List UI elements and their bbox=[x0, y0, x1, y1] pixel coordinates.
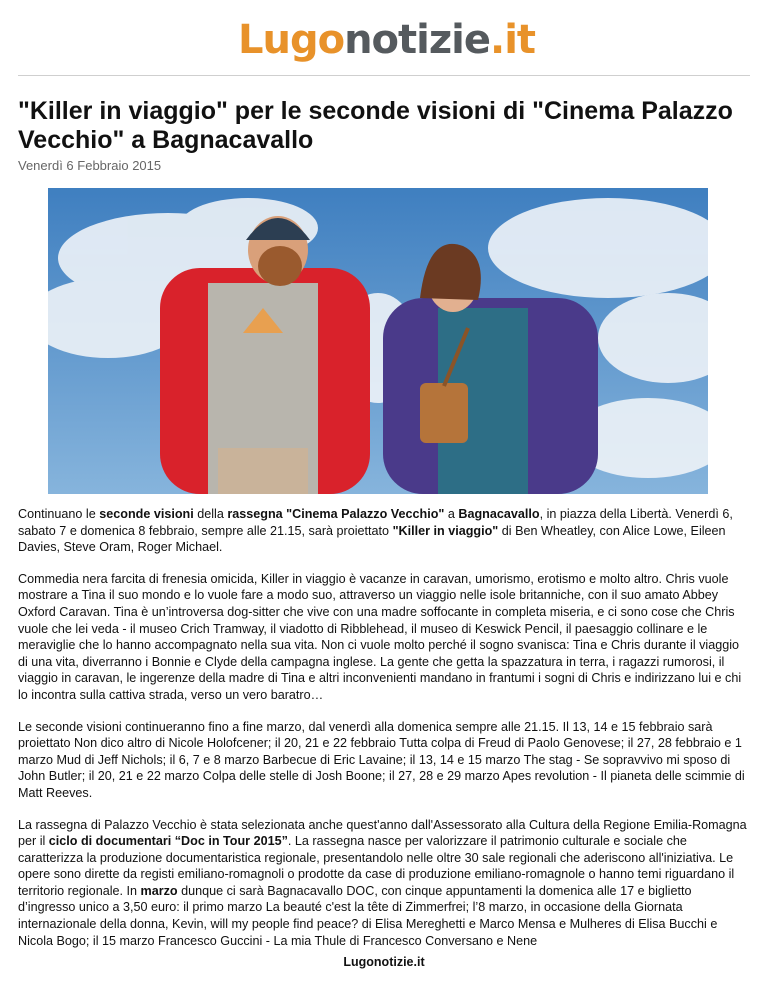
p1-text-1: Continuano le bbox=[18, 507, 100, 521]
photo-illustration bbox=[48, 188, 708, 494]
p1-text-4: , in piazza della Libertà. Venerdì 6, sabato 7 e domenica 8 febbraio, sempre alle 21.15, sarà proiettato bbox=[18, 507, 733, 538]
p1-text-2: della bbox=[193, 507, 228, 521]
p1-bold-2: rassegna "Cinema Palazzo Vecchio" bbox=[227, 507, 445, 521]
article-paragraph-4 bbox=[18, 817, 750, 950]
article-paragraph-3: Le seconde visioni continueranno fino a fine marzo, dal venerdì alla domenica sempre alle 21.15. Il 13, 14 e 15 febbraio sarà proiettato Non dico altro di Nicole Holofcener; il 20, 21 e 22 febbraio Tutta colpa di Freud di Paolo Genovese; il 27, 28 febbraio e 1 marzo Mud di Jeff Nichols; il 6, 7 e 8 marzo Barbecue di Eric Lavaine; il 13, 14 e 15 marzo The stag - Se sopravvivo mi sposo di John Butler; il 20, 21 e 22 marzo Colpa delle stelle di Josh Boone; il 27, 28 e 29 marzo Apes revolution - Il pianeta delle scimmie di Matt Reeves. bbox=[18, 719, 745, 800]
article-date: Venerdì 6 Febbraio 2015 bbox=[18, 158, 162, 173]
site-logo[interactable] bbox=[238, 16, 535, 64]
p4-text-3: dunque ci sarà Bagnacavallo DOC, con cinque appuntamenti la domenica alle 17 e biglietto d’ingresso unico a 3,50 euro: il primo marzo La beauté c'est la tête di Zimmerfrei; l’8 marzo, in occasione della Giornata internazionale della donna, Kevin, will my people find peace? di Elisa Mereghetti e Marco Mensa e Mulheres di Elisa Bucchi e Nicola Bogo; il 15 marzo Francesco Guccini - La mia Thule di Francesco Conversano e Nene bbox=[18, 883, 718, 948]
masthead bbox=[0, 0, 768, 78]
p4-text-1: La rassegna di Palazzo Vecchio è stata selezionata anche quest'anno dall'Assessorato alla Cultura della Regione Emilia-Romagna per il bbox=[18, 817, 747, 849]
logo-tld: .it bbox=[490, 17, 536, 63]
p1-text-3: a bbox=[444, 507, 459, 521]
p4-text-2: . La rassegna nasce per valorizzare il patrimonio culturale e sociale che caratterizza la produzione documentaristica regionale, presentandolo nelle oltre 30 sale regionali che aderiscono all'iniziativa. Le opere sono dirette da registi emiliano-romagnoli o prodotte da case di produzione emiliano-romagnole o hanno temi riguardano il territorio regionale. In bbox=[18, 834, 735, 898]
article-photo bbox=[48, 188, 708, 494]
p4-bold-1: ciclo di documentari “Doc in Tour 2015” bbox=[48, 834, 288, 849]
p1-bold-1: seconde visioni bbox=[99, 507, 194, 521]
p1-text-5: di Ben Wheatley, con Alice Lowe, Eileen Davies, Steve Oram, Roger Michael. bbox=[18, 523, 726, 555]
article-title: "Killer in viaggio" per le seconde visioni di "Cinema Palazzo Vecchio" a Bagnacavallo bbox=[18, 97, 733, 154]
p4-bold-2: marzo bbox=[140, 883, 178, 898]
p1-bold-4: "Killer in viaggio" bbox=[392, 523, 499, 538]
logo-notizie: notizie bbox=[344, 17, 490, 63]
article-body bbox=[18, 506, 750, 964]
article-paragraph-2: Commedia nera farcita di frenesia omicida, Killer in viaggio è vacanze in caravan, umorismo, erotismo e molto altro. Chris vuole mostrare a Tina il suo mondo e lo vuole fare a modo suo, attraverso un viaggio nelle isole britanniche, con il suo amato Abbey Oxford Caravan. Tina è un’introversa dog-sitter che vive con una madre soffocante in completa miseria, e ci sono cose che Chris vuole che lei veda - il museo Crich Tramway, il viadotto di Ribblehead, il museo di Keswick Pencil, il paesaggio collinare e le meraviglie che lo hanno accompagnato nella sua vita. Non ci vuole molto perché il sogno svanisca: Tina e Chris durante il viaggio di una vita, diverranno i Bonnie e Clyde della campagna inglese. La gente che getta la spazzatura in terra, i ragazzi rumorosi, il viaggio in caravan, le ingerenze della madre di Tina e altri inconvenienti mandano in frantumi i sogni di Chris e indirizzano lui e chi lo incontra sulla cattiva strada, verso un vero baratro… bbox=[18, 571, 742, 702]
p1-bold-3: Bagnacavallo bbox=[458, 507, 540, 521]
page-footer[interactable]: Lugonotizie.it bbox=[343, 955, 425, 969]
logo-lugo: Lugo bbox=[238, 17, 345, 63]
article-paragraph-1 bbox=[18, 506, 750, 556]
header-divider bbox=[18, 75, 750, 76]
